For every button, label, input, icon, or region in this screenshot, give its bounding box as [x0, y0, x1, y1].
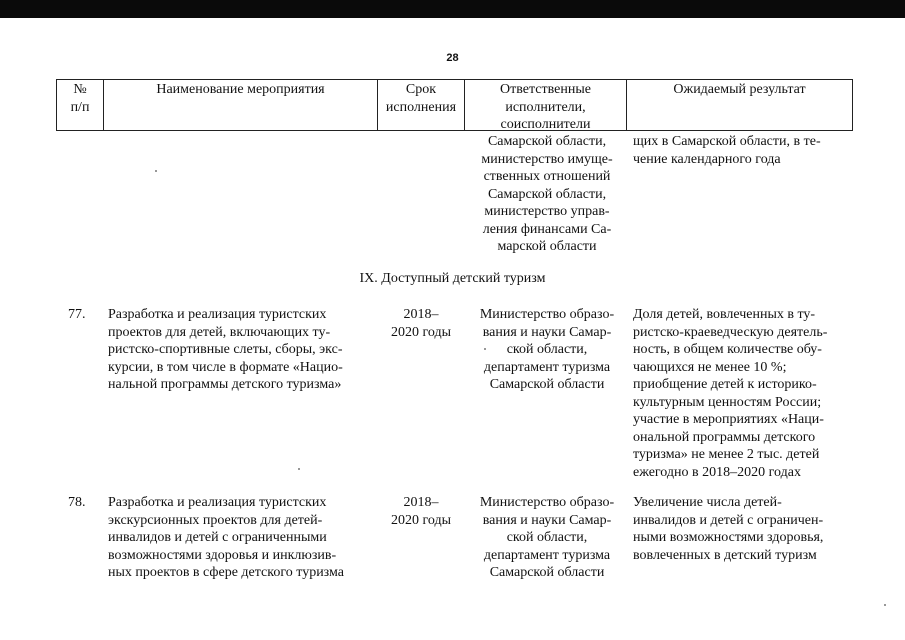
page-number: 28: [446, 52, 459, 64]
text-line: чающихся не менее 10 %;: [633, 359, 787, 375]
row-number: 77.: [68, 307, 86, 322]
text-line: Разработка и реализация туристских: [108, 307, 327, 322]
row-responsible: [468, 494, 626, 582]
row-term: [378, 306, 464, 341]
text-line: чение календарного года: [633, 151, 781, 167]
continuation-responsible: [468, 133, 626, 256]
text-line: инвалидов и детей с ограниченными: [108, 530, 327, 545]
text-line: ность, в общем количестве обу-: [633, 342, 822, 357]
text-line: 2020 годы: [390, 512, 452, 528]
text-line: приобщение детей к историко-: [633, 377, 817, 392]
scan-speck: [484, 348, 486, 350]
text-line: Министерство образо-: [479, 495, 615, 510]
header-term-line: Срок: [405, 82, 437, 97]
header-num-line: №: [73, 82, 87, 97]
header-responsible-line: Ответственные: [500, 82, 591, 97]
header-responsible-line: соисполнители: [500, 117, 591, 132]
text-line: вания и науки Самар-: [482, 512, 612, 528]
text-line: 2020 годы: [390, 324, 452, 340]
text-line: ными возможностями здоровья,: [633, 530, 824, 545]
section-title: IX. Доступный детский туризм: [359, 271, 546, 286]
text-line: министерство управ-: [484, 204, 610, 219]
text-line: вовлеченных в детский туризм: [633, 547, 817, 563]
text-line: нальной программы детского туризма»: [108, 377, 342, 392]
header-num: [57, 80, 103, 130]
header-name: Наименование мероприятия: [156, 82, 325, 97]
row-result: [633, 306, 849, 481]
text-line: Самарской области: [489, 565, 605, 580]
text-line: возможностями здоровья и инклюзив-: [108, 547, 337, 563]
text-line: Увеличение числа детей-: [633, 495, 782, 510]
scan-speck: [298, 468, 300, 470]
text-line: ональной программы детского: [633, 429, 816, 445]
text-line: культурным ценностям России;: [633, 394, 822, 410]
text-line: туризма» не менее 2 тыс. детей: [633, 447, 820, 462]
text-line: ственных отношений: [483, 169, 611, 184]
text-line: департамент туризма: [483, 547, 611, 563]
text-line: Разработка и реализация туристских: [108, 495, 327, 510]
header-responsible: [465, 80, 626, 130]
table-header: [56, 79, 853, 131]
text-line: проектов для детей, включающих ту-: [108, 324, 331, 340]
header-result: Ожидаемый результат: [673, 82, 806, 97]
text-line: участие в мероприятиях «Наци-: [633, 412, 824, 427]
text-line: Самарской области: [489, 377, 605, 392]
text-line: департамент туризма: [483, 359, 611, 375]
text-line: ных проектов в сфере детского туризма: [108, 565, 344, 580]
text-line: марской области: [497, 239, 597, 254]
row-term: [378, 494, 464, 529]
text-line: ристско-спортивные слеты, сборы, экс-: [108, 342, 343, 357]
scan-speck: [155, 170, 157, 172]
text-line: ской области,: [506, 342, 588, 357]
header-responsible-line: исполнители,: [505, 99, 586, 115]
row-number: 78.: [68, 495, 86, 510]
text-line: Самарской области,: [487, 186, 607, 202]
text-line: щих в Самарской области, в те-: [633, 134, 821, 149]
scan-speck: [884, 604, 886, 606]
continuation-result: [633, 133, 849, 168]
row-name: [108, 494, 368, 582]
text-line: инвалидов и детей с ограничен-: [633, 512, 824, 528]
header-term-line: исполнения: [385, 99, 457, 115]
text-line: Самарской области,: [487, 134, 607, 149]
text-line: Министерство образо-: [479, 307, 615, 322]
text-line: 2018–: [403, 307, 439, 322]
row-responsible: [468, 306, 626, 394]
text-line: 2018–: [403, 495, 439, 510]
scan-top-border: [0, 0, 905, 18]
text-line: курсии, в том числе в формате «Нацио-: [108, 359, 343, 375]
text-line: министерство имуще-: [481, 151, 613, 167]
text-line: ежегодно в 2018–2020 годах: [633, 464, 801, 480]
header-num-line: п/п: [70, 99, 90, 115]
text-line: экскурсионных проектов для детей-: [108, 512, 323, 528]
text-line: вания и науки Самар-: [482, 324, 612, 340]
text-line: ления финансами Са-: [482, 221, 612, 237]
text-line: Доля детей, вовлеченных в ту-: [633, 307, 816, 322]
row-result: [633, 494, 849, 564]
row-name: [108, 306, 368, 394]
header-term: [378, 80, 464, 130]
text-line: ристско-краеведческую деятель-: [633, 324, 828, 340]
text-line: ской области,: [506, 530, 588, 545]
